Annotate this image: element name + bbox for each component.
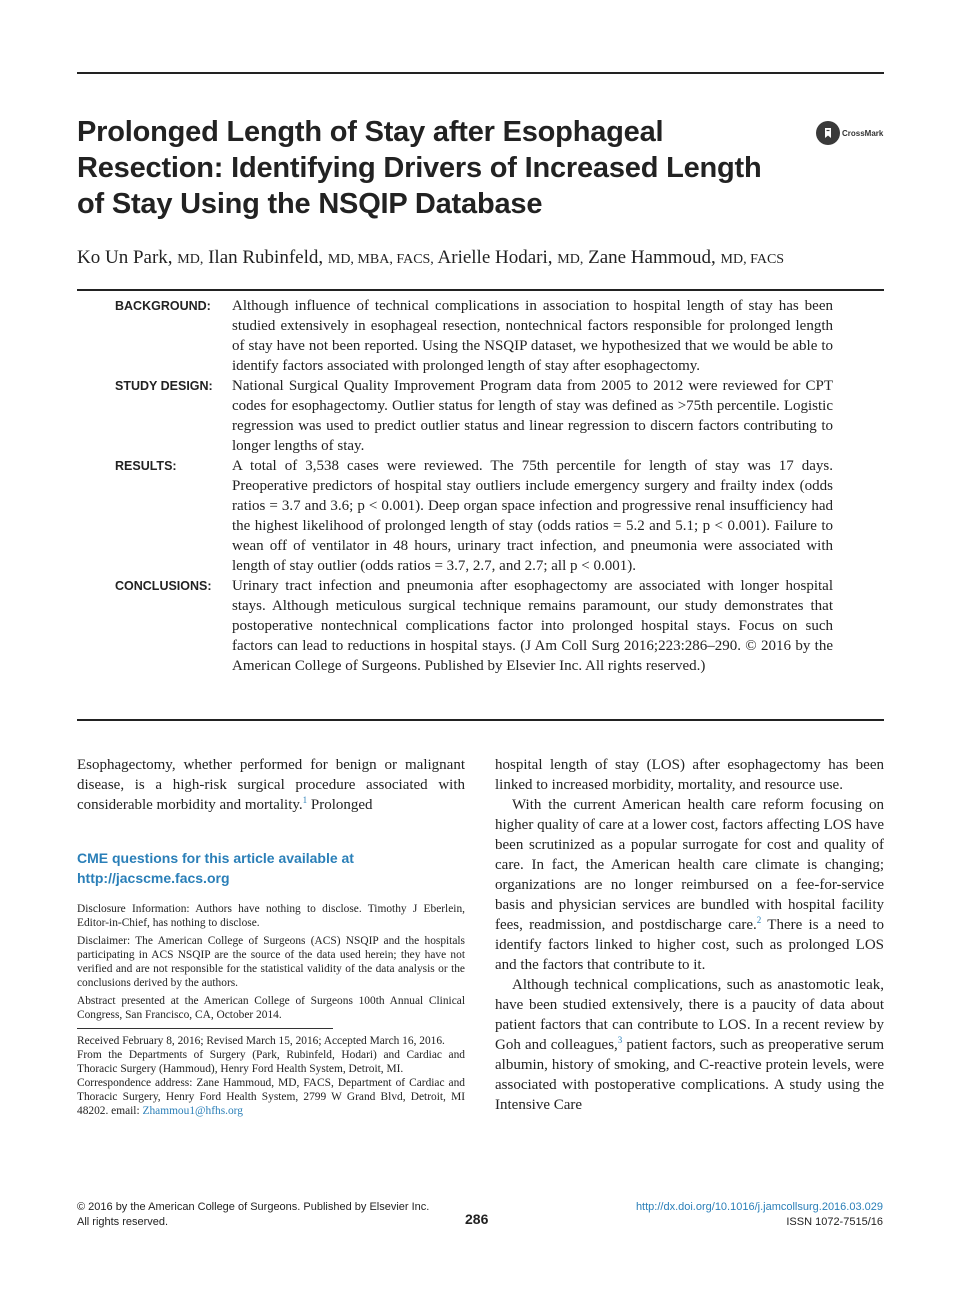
article-title: Prolonged Length of Stay after Esophageal Resection: Identifying Drivers of Increased Length of Stay Using the NSQIP Database [77,116,762,220]
top-rule [77,72,884,74]
abstract-text: Urinary tract infection and pneumonia after esophagectomy are associated with longer hospital stays. Although meticulous surgical technique remains paramount, our study demonstrates that postoperative nontechnical complications factor into prolonged hospital stays. Focus on such factors can lead to reductions in hospital stays. (J Am Coll Surg 2016;223:286–290. © 2016 by the American College of Surgeons. Published by Elsevier Inc. All rights reserved.) [232,578,833,674]
abstract-text: National Surgical Quality Improvement Program data from 2005 to 2012 were reviewed for CPT codes for esophagectomy. Outlier status for length of stay was defined as >75th percentile. Logistic regression was used to predict outlier status and linear regression to discern factors contributing to longer lengths of stay. [232,378,833,454]
body-paragraph [495,795,884,975]
author-name: Arielle Hodari, [437,247,553,268]
correspondence-note [77,1076,465,1118]
abstract-label: RESULTS: [115,459,177,473]
abstract-study-design [77,376,884,456]
paragraph-text: patient factors, such as preoperative serum albumin, history of smoking, and C-reactive protein levels, were associated with postoperative complications. A study using the Intensive Care [495,1037,885,1113]
right-column [495,755,884,1115]
paragraph-text: With the current American health care reform focusing on higher quality of care at a lower cost, factors affecting LOS have been scrutinized as a popular surrogate for cost and quality of care. In fact, the American health care climate is changing; organizations are no longer reimbursed on a fee-for-service basis and physician services are bundled with hospital facility fees, readmission, and postdischarge care. [495,797,884,933]
body-paragraph [495,975,884,1115]
abstract-presented-note: Abstract presented at the American College of Surgeons 100th Annual Clinical Congress, San Francisco, CA, October 2014. [77,995,465,1021]
footer-copyright: © 2016 by the American College of Surgeons. Published by Elsevier Inc. [77,1201,430,1213]
paragraph-text: Prolonged [307,797,373,813]
paragraph-text: Esophagectomy, whether performed for benign or malignant disease, is a high-risk surgical procedure associated with considerable morbidity and mortality. [77,757,465,813]
correspondence-text: Correspondence address: Zane Hammoud, MD, FACS, Department of Cardiac and Thoracic Surgery, Henry Ford Health System, 2799 W Grand Blvd, Detroit, MI 48202. email: [77,1077,465,1117]
abstract-top-rule [77,289,884,291]
author-list [77,246,877,272]
author-degrees: MD, FACS [720,252,785,267]
author-degrees: MD, MBA, FACS, [327,252,434,267]
received-dates: Received February 8, 2016; Revised March 15, 2016; Accepted March 16, 2016. [77,1035,445,1047]
crossmark-label: CrossMark [842,128,884,138]
notes-divider [77,1028,333,1029]
paragraph-text: There is a need to identify factors linked to higher cost, such as prolonged LOS and the factors that contribute to it. [495,917,884,973]
abstract-label: STUDY DESIGN: [115,379,213,393]
abstract [77,296,884,676]
cme-text: CME questions for this article available at [77,850,354,866]
author-degrees: MD, [177,252,204,267]
body-paragraph [77,755,465,815]
doi-link[interactable]: http://dx.doi.org/10.1016/j.jamcollsurg.2016.03.029 [635,1201,883,1213]
cme-notice [77,848,465,888]
author-name: Ilan Rubinfeld, [208,247,324,268]
abstract-text: Although influence of technical complications in association to hospital length of stay has been studied extensively in esophageal resection, nontechnical factors responsible for prolonged length of stay have not been reported. Using the NSQIP dataset, we hypothesized that we would be able to identify factors associated with prolonged length of stay after esophagectomy. [232,298,833,374]
author-name: Ko Un Park, [77,247,173,268]
body-paragraph: hospital length of stay (LOS) after esophagectomy has been linked to increased morbidity, mortality, and resource use. [495,757,884,793]
footer-rights: All rights reserved. [77,1216,169,1228]
abstract-background [77,296,884,376]
reference-link[interactable]: 1 [302,795,308,805]
abstract-text: A total of 3,538 cases were reviewed. The 75th percentile for length of stay was 17 days. Preoperative predictors of hospital stay outliers include emergency surgery and frailty index (odds ratios = 3.7 and 3.6; p < 0.001). Deep organ space infection and progressive renal insufficiency had the highest likelihood of prolonged length of stay (odds ratios = 5.2 and 5.1; p < 0.001). Failure to wean off of ventilator in 48 hours, urinary tract infection, and pneumonia were associated with length of stay outlier (odds ratios = 3.7, 2.7, and 2.7; all p < 0.001). [232,458,833,574]
disclosure-note: Disclosure Information: Authors have nothing to disclose. Timothy J Eberlein, Editor-in-Chief, has nothing to disclose. [77,903,465,929]
crossmark-icon [816,121,840,145]
reference-link[interactable]: 3 [617,1035,623,1045]
disclaimer-note: Disclaimer: The American College of Surgeons (ACS) NSQIP and the hospitals participating in ACS NSQIP are the source of the data used herein; they have not verified and are not responsible for the statistical validity of the data analysis or the conclusions derived by the authors. [77,935,465,989]
page-number: 286 [465,1211,489,1227]
left-column [77,755,465,1118]
abstract-results [77,456,884,576]
affiliation-note: From the Departments of Surgery (Park, Rubinfeld, Hodari) and Cardiac and Thoracic Surgery (Hammoud), Henry Ford Health System, Detroit, MI. [77,1049,465,1075]
author-degrees: MD, [557,252,584,267]
issn: ISSN 1072-7515/16 [786,1216,883,1228]
abstract-bottom-rule [77,719,884,721]
cme-link[interactable]: http://jacscme.facs.org [77,870,230,886]
abstract-label: BACKGROUND: [115,299,211,313]
crossmark-badge[interactable] [816,121,883,145]
email-link[interactable]: Zhammou1@hfhs.org [142,1105,243,1117]
abstract-conclusions [77,576,884,676]
reference-link[interactable]: 2 [756,915,762,925]
abstract-label: CONCLUSIONS: [115,579,212,593]
paragraph-text: Although technical complications, such as anastomotic leak, have been studied extensively, there is a paucity of data about patient factors that can contribute to LOS. In a recent review by Goh and colleagues, [495,977,884,1053]
author-name: Zane Hammoud, [588,247,716,268]
